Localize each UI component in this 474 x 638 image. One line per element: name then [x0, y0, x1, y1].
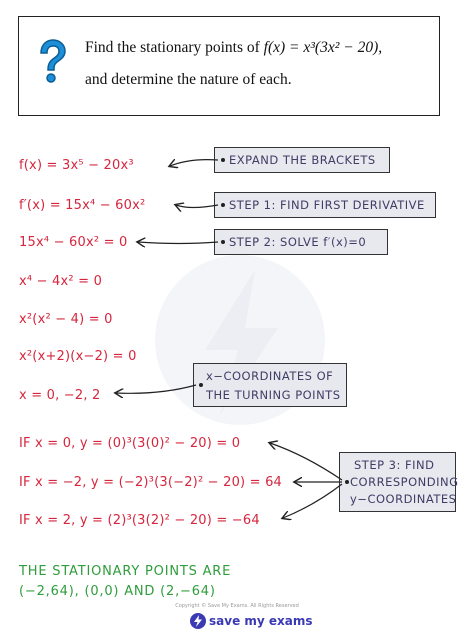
note-step3-line3: y−COORDINATES — [350, 492, 457, 506]
step-derivative: f′(x) = 15x⁴ − 60x² — [19, 198, 146, 213]
note-step1 — [214, 192, 436, 218]
case-x-zero: IF x = 0, y = (0)³(3(0)² − 20) = 0 — [19, 436, 241, 451]
step-simplified: x⁴ − 4x² = 0 — [19, 274, 103, 289]
question-function: f(x) = x³(3x² − 20), — [263, 39, 383, 56]
question-line-2: and determine the nature of each. — [85, 71, 292, 88]
note-step1-text: STEP 1: FIND FIRST DERIVATIVE — [229, 198, 425, 212]
arrow-case-3 — [283, 484, 342, 518]
copyright-text: Copyright © Save My Exams. All Rights Reserved — [175, 603, 299, 609]
arrow-step2 — [138, 242, 218, 244]
arrow-step1 — [176, 205, 218, 208]
note-x-coordinates-line1: x−COORDINATES OF — [206, 369, 334, 383]
conclusion-line-1: THE STATIONARY POINTS ARE — [19, 564, 232, 579]
step-factor-2: x²(x+2)(x−2) = 0 — [19, 349, 137, 364]
save-my-exams-logo-icon — [190, 613, 206, 629]
note-step3 — [339, 452, 459, 512]
arrow-expand — [170, 160, 218, 166]
note-x-coordinates — [193, 363, 347, 407]
note-expand-text: EXPAND THE BRACKETS — [229, 153, 376, 167]
step-factor-1: x²(x² − 4) = 0 — [19, 312, 113, 327]
step-expanded: f(x) = 3x⁵ − 20x³ — [19, 158, 134, 173]
note-expand — [214, 147, 390, 173]
step-roots: x = 0, −2, 2 — [19, 388, 101, 403]
save-my-exams-logo — [190, 612, 313, 630]
note-step3-line1: STEP 3: FIND — [354, 458, 435, 472]
note-step2-text: STEP 2: SOLVE f′(x)=0 — [229, 235, 367, 249]
note-step2 — [214, 229, 388, 255]
brand-name: save my exams — [209, 613, 313, 628]
question-box — [18, 16, 440, 116]
note-x-coordinates-line2: THE TURNING POINTS — [206, 388, 341, 402]
case-x-minus-two: IF x = −2, y = (−2)³(3(−2)² − 20) = 64 — [19, 475, 283, 490]
question-prefix: Find the stationary points of — [85, 39, 260, 56]
question-line-1 — [85, 39, 382, 57]
case-x-two: IF x = 2, y = (2)³(3(2)² − 20) = −64 — [19, 513, 260, 528]
note-step3-line2: CORRESPONDING — [350, 475, 459, 489]
conclusion-line-2: (−2,64), (0,0) AND (2,−64) — [19, 584, 216, 599]
question-mark-icon — [33, 39, 71, 85]
step-set-zero: 15x⁴ − 60x² = 0 — [19, 235, 128, 250]
